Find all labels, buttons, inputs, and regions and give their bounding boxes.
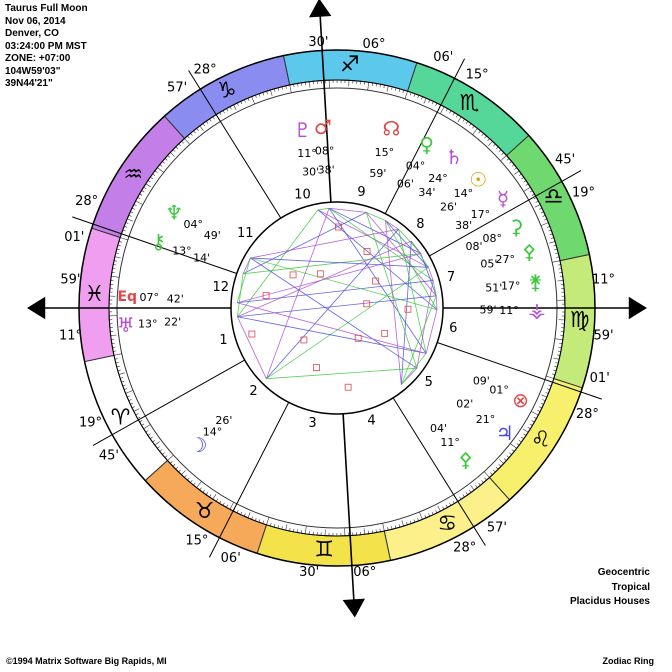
degree-tick <box>501 155 507 160</box>
cusp-degree-ic: 06° <box>353 565 377 581</box>
planet-sun-degree: 14° <box>453 187 474 201</box>
degree-tick <box>126 390 133 393</box>
planet-pallas-icon: ⚴ <box>458 447 473 472</box>
sign-glyph-sagittarius: ♐ <box>339 52 360 78</box>
degree-tick <box>305 526 306 534</box>
degree-tick <box>552 261 560 263</box>
cusp-degree-asc: 11° <box>58 328 82 344</box>
degree-tick <box>230 502 234 509</box>
sign-glyph-pisces: ♓ <box>84 282 105 308</box>
planet-chiron-icon: ⚷ <box>151 229 166 254</box>
planet-neptune-icon: ♆ <box>165 200 184 225</box>
house-number-8: 8 <box>416 217 425 233</box>
degree-tick <box>115 257 121 258</box>
cusp-degree-dsc: 11° <box>592 272 616 288</box>
copyright-text: ©1994 Matrix Software Big Rapids, MI <box>6 656 167 666</box>
degree-tick <box>290 85 292 93</box>
asc-arrow <box>27 297 45 319</box>
planet-mars-degree: 08° <box>314 144 335 158</box>
planet-vesta-degree: 11° <box>499 304 519 318</box>
setting-tropical: Tropical <box>611 581 650 593</box>
degree-tick <box>170 152 174 156</box>
ic-arrow <box>343 599 365 618</box>
chart-place: Denver, CO <box>5 28 59 39</box>
planet-lot-degree: 01° <box>489 383 509 397</box>
degree-tick <box>387 86 388 92</box>
planet-moonsym-minute: 05' <box>480 257 498 271</box>
planet-moonsym-degree: 27° <box>495 252 515 266</box>
zodiac-ring-label: Zodiac Ring <box>602 656 654 666</box>
planet-ceres-minute: 08' <box>465 239 483 253</box>
planet-sun-icon: ☉ <box>469 167 488 192</box>
house-number-2: 2 <box>249 383 258 399</box>
degree-tick <box>402 520 404 526</box>
house-number-11: 11 <box>237 226 254 242</box>
cusp-minute-h9: 06' <box>433 50 454 66</box>
planet-ceres-icon: ⚳ <box>508 214 524 239</box>
cusp-minute-h5: 57' <box>486 520 507 536</box>
degree-tick <box>419 512 422 519</box>
sign-glyph-aquarius: ♒ <box>123 162 144 188</box>
cusp-minute-h6: 01' <box>589 370 610 386</box>
chart-date: Nov 06, 2014 <box>5 15 66 27</box>
house-number-9: 9 <box>357 185 366 201</box>
planet-neptune-minute: 49' <box>203 229 221 242</box>
degree-tick <box>114 354 122 356</box>
planet-saturn-icon: ♄ <box>445 144 463 169</box>
planet-node-degree: 15° <box>374 146 395 160</box>
chart-latitude: 39N44'21" <box>5 78 53 89</box>
degree-tick <box>440 107 444 114</box>
degree-tick <box>555 339 563 340</box>
cusp-minute-asc: 59' <box>60 272 81 288</box>
degree-tick <box>405 91 407 99</box>
planet-moon-icon: ☽ <box>189 433 208 458</box>
planet-chiron-minute: 14' <box>193 251 211 265</box>
degree-tick <box>424 98 426 104</box>
degree-tick <box>438 506 441 511</box>
planet-uranus-degree: 13° <box>137 317 158 331</box>
degree-tick <box>499 459 503 463</box>
cusp-degree-mc: 06° <box>362 37 386 53</box>
sign-glyph-capricorn: ♑ <box>216 78 237 104</box>
chart-settings <box>570 566 650 610</box>
degree-tick <box>144 425 151 429</box>
degree-tick <box>184 139 189 145</box>
house-number-3: 3 <box>308 415 317 431</box>
cusp-degree-h11: 28° <box>193 62 217 78</box>
setting-house-system: Placidus Houses <box>569 596 650 607</box>
degree-tick <box>181 470 185 474</box>
degree-tick <box>383 523 385 531</box>
degree-tick <box>535 205 540 208</box>
planet-jupiter-icon: ♃ <box>495 420 514 445</box>
planet-eq-degree: 07° <box>139 291 160 305</box>
degree-tick <box>120 237 128 239</box>
planet-lot-minute: 09' <box>472 374 490 388</box>
degree-tick <box>111 335 117 336</box>
sign-glyph-virgo: ♍ <box>569 307 590 333</box>
planet-ceres-degree: 08° <box>482 231 503 245</box>
degree-tick <box>368 82 369 90</box>
degree-tick <box>197 481 202 487</box>
house-number-1: 1 <box>219 333 228 349</box>
degree-tick <box>553 358 559 359</box>
dsc-arrow <box>629 297 647 319</box>
planet-vesta-minute: 59' <box>479 303 497 317</box>
planet-mars-icon: ♂ <box>313 115 332 140</box>
degree-tick <box>157 168 163 173</box>
degree-tick <box>541 223 548 226</box>
planet-mercury-icon: ☿ <box>496 186 510 211</box>
degree-tick <box>546 376 554 378</box>
degree-tick <box>286 524 287 530</box>
cusp-minute-h2: 45' <box>98 448 119 464</box>
degree-tick <box>119 373 125 375</box>
planet-lot-icon: ⊗ <box>512 388 529 413</box>
planet-uranus-minute: 22' <box>164 315 182 329</box>
cusp-degree-h2: 19° <box>78 415 103 431</box>
house-number-10: 10 <box>294 187 311 203</box>
planet-moon-minute: 26' <box>215 414 233 428</box>
planet-mercury-degree: 17° <box>470 207 491 221</box>
chart-title: Taurus Full Moon <box>5 3 88 14</box>
degree-tick <box>136 201 143 205</box>
planet-pluto-icon: ♇ <box>293 117 312 142</box>
cusp-minute-h12: 01' <box>64 230 85 246</box>
planet-pluto-minute: 30' <box>302 165 320 179</box>
planet-chiron-degree: 13° <box>172 244 192 258</box>
degree-tick <box>557 280 563 281</box>
degree-tick <box>248 512 250 518</box>
cusp-minute-dsc: 59' <box>593 328 614 344</box>
degree-tick <box>134 409 139 412</box>
cusp-minute-ic: 30' <box>299 565 320 581</box>
degree-tick <box>127 219 133 221</box>
mc-arrow <box>309 0 331 17</box>
planet-jupiter-degree: 21° <box>475 412 496 426</box>
degree-tick <box>309 82 310 88</box>
degree-tick <box>524 187 531 191</box>
planet-pallas-degree: 11° <box>440 435 460 449</box>
chart-time: 03:24:00 PM MST <box>5 40 87 52</box>
planet-jupiter-minute: 02' <box>456 397 474 411</box>
planet-saturn-degree: 24° <box>428 171 448 185</box>
planet-moon-degree: 14° <box>202 425 223 439</box>
degree-tick <box>252 97 255 104</box>
cusp-degree-h6: 28° <box>575 406 599 422</box>
planet-pluto-degree: 11° <box>297 146 317 160</box>
planet-saturn-minute: 34' <box>418 185 436 199</box>
degree-tick <box>458 117 461 122</box>
degree-tick <box>472 128 477 134</box>
degree-tick <box>146 184 151 187</box>
degree-tick <box>484 472 489 478</box>
planet-uranus-icon: ♅ <box>116 312 135 337</box>
planet-juno-degree: 17° <box>500 279 521 293</box>
degree-tick <box>270 90 272 96</box>
sign-glyph-scorpio: ♏ <box>459 91 480 117</box>
chart-zone: ZONE: +07:00 <box>5 53 71 64</box>
degree-tick <box>200 126 204 131</box>
cusp-minute-h11: 57' <box>167 80 188 96</box>
degree-tick <box>168 455 174 460</box>
house-number-6: 6 <box>449 320 458 336</box>
planet-mercury-minute: 38' <box>455 218 473 232</box>
degree-tick <box>234 105 237 110</box>
planet-node-icon: ☊ <box>382 116 401 141</box>
eq-label: Eq <box>117 289 138 306</box>
planet-venus-minute: 06' <box>396 177 414 191</box>
degree-tick <box>531 411 538 415</box>
sign-glyph-aries: ♈ <box>110 405 131 431</box>
house-number-4: 4 <box>367 413 376 429</box>
sign-glyph-libra: ♎ <box>543 184 564 210</box>
degree-tick <box>111 276 119 277</box>
sign-glyph-leo: ♌ <box>530 427 551 453</box>
planet-juno-icon: ⚵ <box>528 270 543 295</box>
cusp-degree-h3: 15° <box>185 533 209 549</box>
degree-tick <box>488 141 492 145</box>
chart-longitude: 104W59'03" <box>5 65 61 77</box>
house-number-5: 5 <box>424 374 433 390</box>
house-number-12: 12 <box>212 280 230 296</box>
cusp-degree-h8: 19° <box>571 185 596 201</box>
planet-venus-icon: ♀ <box>419 132 435 157</box>
planet-mars-minute: 38' <box>317 163 335 177</box>
degree-tick <box>364 528 365 534</box>
sign-glyph-taurus: ♉ <box>194 498 215 524</box>
planet-neptune-degree: 04° <box>183 218 203 231</box>
planet-eq-minute: 42' <box>166 292 184 306</box>
sign-glyph-cancer: ♋ <box>437 511 458 537</box>
planet-node-minute: 59' <box>369 167 387 181</box>
house-number-7: 7 <box>446 269 456 285</box>
degree-tick <box>523 429 528 432</box>
planet-vesta-icon: ⚶ <box>528 297 546 322</box>
planet-pallas-minute: 04' <box>430 422 448 436</box>
setting-geocentric: Geocentric <box>597 567 650 578</box>
degree-tick <box>266 517 268 525</box>
degree-tick <box>471 485 475 490</box>
degree-tick <box>541 395 547 397</box>
cusp-minute-h3: 06' <box>220 550 241 566</box>
cusp-minute-h8: 45' <box>555 152 576 168</box>
sign-glyph-gemini: ♊ <box>314 537 335 563</box>
cusp-degree-h5: 28° <box>453 540 477 556</box>
degree-tick <box>549 241 555 243</box>
cusp-minute-mc: 30' <box>308 35 329 51</box>
planet-venus-degree: 04° <box>405 159 426 173</box>
cusp-degree-h9: 15° <box>465 67 489 83</box>
degree-tick <box>155 442 160 446</box>
planet-moonsym-icon: ⚴ <box>521 239 537 264</box>
planet-sun-minute: 26' <box>439 200 457 214</box>
degree-tick <box>514 171 519 175</box>
cusp-degree-h12: 28° <box>75 194 99 210</box>
planet-juno-minute: 51' <box>485 281 503 295</box>
